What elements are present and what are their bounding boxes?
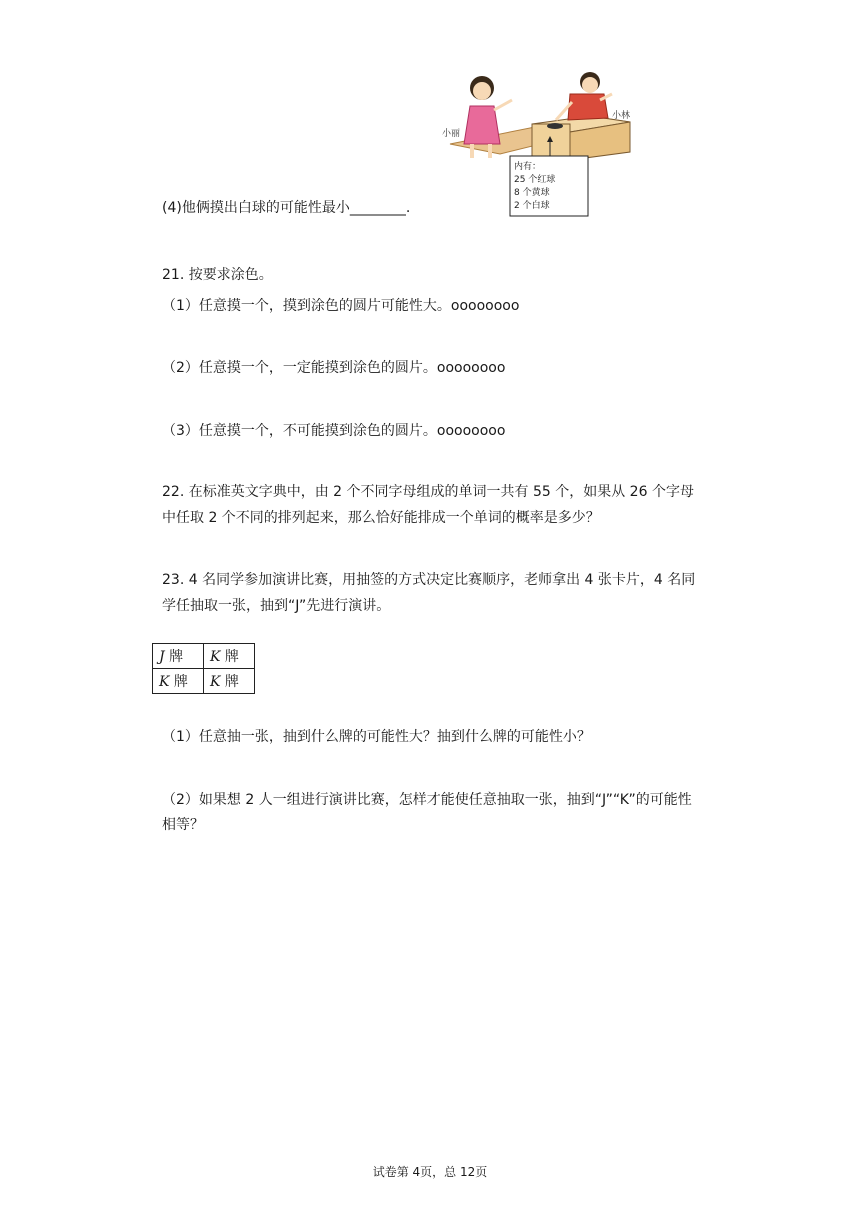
card-cell: K 牌 <box>204 644 255 669</box>
question-21-item-3: （3）任意摸一个，不可能摸到涂色的圆片。oooooooo <box>162 423 506 439</box>
box-item-red: 25 个红球 <box>514 175 556 185</box>
question-21-item-1: （1）任意摸一个，摸到涂色的圆片可能性大。oooooooo <box>162 298 520 314</box>
card-row <box>153 644 255 669</box>
box-item-yellow: 8 个黄球 <box>514 188 550 198</box>
card-table <box>152 643 255 694</box>
box-title: 内有： <box>514 162 542 172</box>
boy-label: 小林 <box>612 111 631 121</box>
question-23-line-1: 23. 4 名同学参加演讲比赛，用抽签的方式决定比赛顺序，老师拿出 4 张卡片，4 名同 <box>162 572 696 588</box>
card-row <box>153 669 255 694</box>
question-23-line-2: 学任抽取一张，抽到“J”先进行演讲。 <box>162 598 391 614</box>
box-item-white: 2 个白球 <box>514 201 550 211</box>
girl-label: 小丽 <box>442 129 461 139</box>
question-20-part-4: (4)他俩摸出白球的可能性最小________. <box>162 200 411 216</box>
question-21-item-2: （2）任意摸一个，一定能摸到涂色的圆片。oooooooo <box>162 360 506 376</box>
question-23-sub-2-line-1: （2）如果想 2 人一组进行演讲比赛，怎样才能使任意抽取一张，抽到“J”“K”的可能性 <box>162 792 692 808</box>
question-23-sub-2-line-2: 相等？ <box>162 817 204 833</box>
question-21-title: 21. 按要求涂色。 <box>162 267 273 283</box>
question-22-line-1: 22. 在标准英文字典中，由 2 个不同字母组成的单词一共有 55 个，如果从 26 个字母 <box>162 484 694 500</box>
question-22-line-2: 中任取 2 个不同的排列起来，那么恰好能排成一个单词的概率是多少？ <box>162 510 600 526</box>
question-23-sub-1: （1）任意抽一张，抽到什么牌的可能性大？抽到什么牌的可能性小？ <box>162 729 591 745</box>
page-footer: 试卷第 4页，总 12页 <box>372 1165 488 1179</box>
lottery-box-illustration <box>440 66 635 220</box>
card-cell: J 牌 <box>153 644 204 669</box>
card-cell: K 牌 <box>204 669 255 694</box>
card-cell: K 牌 <box>153 669 204 694</box>
